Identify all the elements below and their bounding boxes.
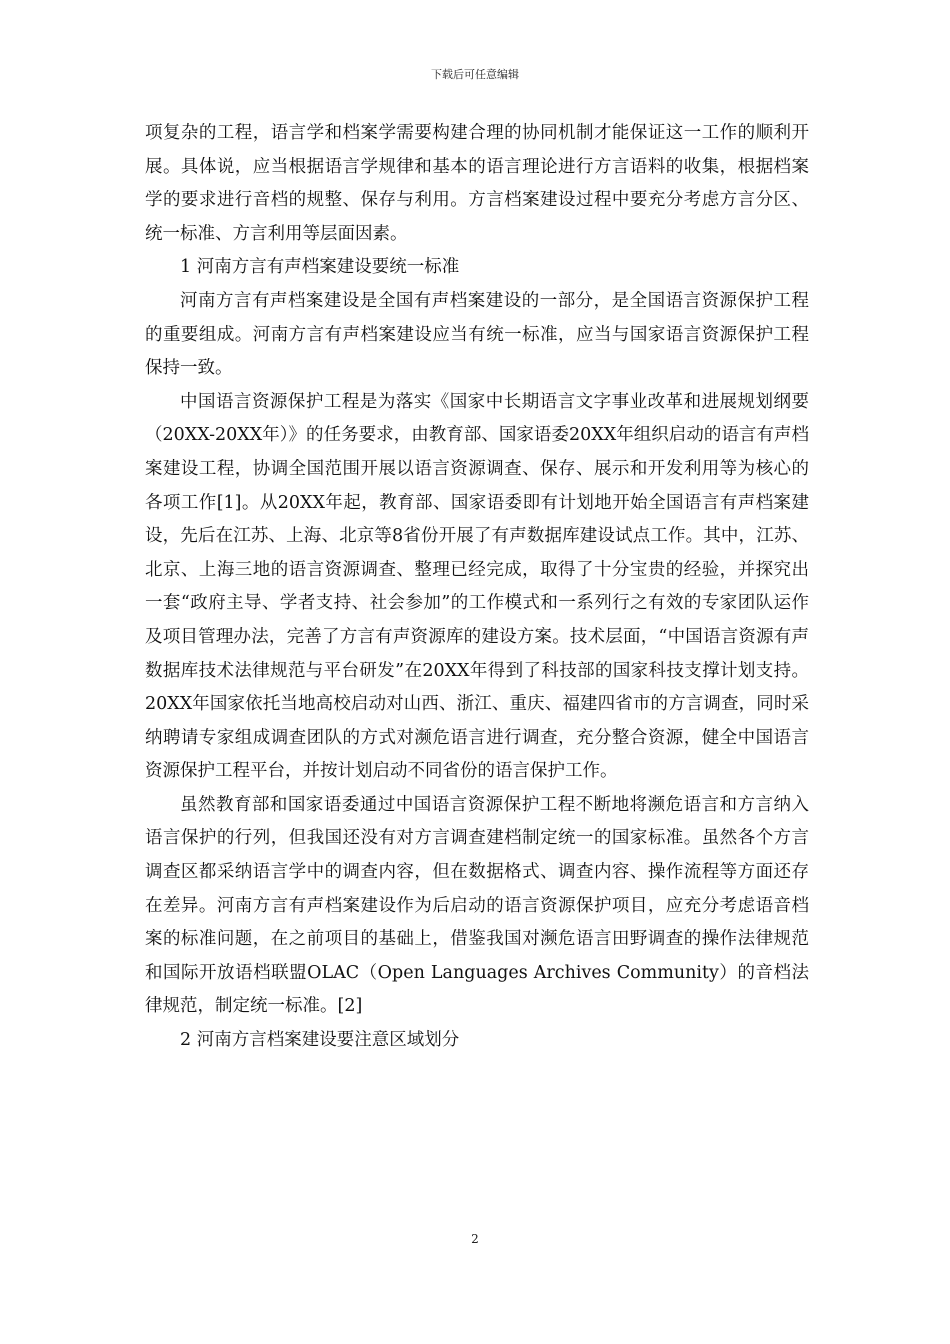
page-number: 2 (471, 1232, 479, 1246)
paragraph-continuation: 项复杂的工程，语言学和档案学需要构建合理的协同机制才能保证这一工作的顺利开展。具体说，应当根据语言学规律和基本的语言理论进行方言语料的收集，根据档案学的要求进行音档的规整、保存与利用。方言档案建设过程中要充分考虑方言分区、统一标准、方言利用等层面因素。 (145, 123, 809, 244)
section-heading-2: 2 河南方言档案建设要注意区域划分 (180, 1030, 460, 1051)
page-header: 下载后可任意编辑 (431, 68, 519, 81)
document-body (145, 117, 809, 1058)
paragraph: 河南方言有声档案建设是全国有声档案建设的一部分，是全国语言资源保护工程的重要组成。河南方言有声档案建设应当有统一标准，应当与国家语言资源保护工程保持一致。 (145, 290, 809, 379)
paragraph: 中国语言资源保护工程是为落实《国家中长期语言文字事业改革和进展规划纲要（20XX-20XX年）》的任务要求，由教育部、国家语委20XX年组织启动的语言有声档案建设工程，协调全国范围开展以语言资源调查、保存、展示和开发利用等为核心的各项工作[1]。从20XX年起，教育部、国家语委即有计划地开始全国语言有声档案建设，先后在江苏、上海、北京等8省份开展了有声数据库建设试点工作。其中，江苏、北京、上海三地的语言资源调查、整理已经完成，取得了十分宝贵的经验，并探究出一套“政府主导、学者支持、社会参加”的工作模式和一系列行之有效的专家团队运作及项目管理办法，完善了方言有声资源库的建设方案。技术层面，“中国语言资源有声数据库技术法律规范与平台研发”在20XX年得到了科技部的国家科技支撑计划支持。20XX年国家依托当地高校启动对山西、浙江、重庆、福建四省市的方言调查，同时采纳聘请专家组成调查团队的方式对濒危语言进行调查，充分整合资源，健全中国语言资源保护工程平台，并按计划启动不同省份的语言保护工作。 (145, 391, 809, 782)
section-heading-1: 1 河南方言有声档案建设要统一标准 (180, 257, 460, 278)
paragraph: 虽然教育部和国家语委通过中国语言资源保护工程不断地将濒危语言和方言纳入语言保护的行列，但我国还没有对方言调查建档制定统一的国家标准。虽然各个方言调查区都采纳语言学中的调查内容，但在数据格式、调查内容、操作流程等方面还存在差异。河南方言有声档案建设作为后启动的语言资源保护项目，应充分考虑语音档案的标准问题，在之前项目的基础上，借鉴我国对濒危语言田野调查的操作法律规范和国际开放语档联盟OLAC（Open Languages Archives Community）的音档法律规范，制定统一标准。[2] (145, 794, 809, 1017)
